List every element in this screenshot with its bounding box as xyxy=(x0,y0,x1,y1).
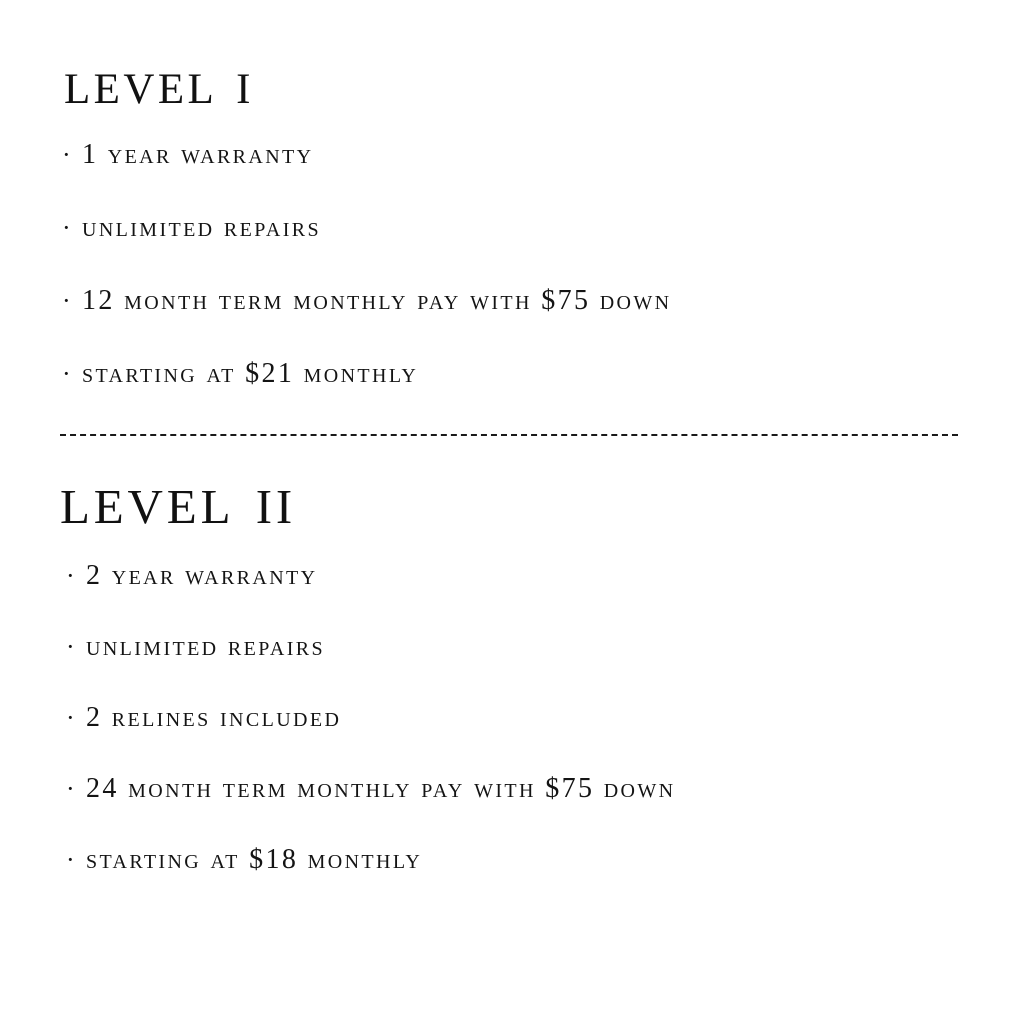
bullet-dot-icon: · xyxy=(66,703,78,732)
bullet-dot-icon: · xyxy=(66,845,78,874)
bullet-dot-icon: · xyxy=(62,140,74,169)
list-item xyxy=(66,824,964,895)
list-item-label: unlimited repairs xyxy=(82,212,321,243)
list-item-label: starting at $21 monthly xyxy=(82,358,419,389)
bullet-dot-icon: · xyxy=(62,213,74,242)
list-item xyxy=(62,264,964,337)
list-item-label: 24 month term monthly pay with $75 down xyxy=(86,773,676,804)
list-item xyxy=(66,682,964,753)
bullet-dot-icon: · xyxy=(66,632,78,661)
pricing-section-level-1 xyxy=(60,49,964,410)
list-item xyxy=(66,611,964,682)
section-title-level-2: level ii xyxy=(60,462,297,539)
feature-list-level-2 xyxy=(60,540,964,895)
list-item xyxy=(62,191,964,264)
list-item xyxy=(66,753,964,824)
list-item-label: 2 year warranty xyxy=(86,560,318,591)
list-item xyxy=(62,118,964,191)
bullet-dot-icon: · xyxy=(62,359,74,388)
bullet-dot-icon: · xyxy=(66,774,78,803)
list-item-label: 12 month term monthly pay with $75 down xyxy=(82,285,672,316)
list-item-label: 1 year warranty xyxy=(82,139,314,170)
section-divider xyxy=(60,434,960,448)
list-item xyxy=(62,337,964,410)
pricing-section-level-2 xyxy=(60,462,964,895)
list-item xyxy=(66,540,964,611)
bullet-dot-icon: · xyxy=(62,286,74,315)
feature-list-level-1 xyxy=(60,118,964,410)
list-item-label: starting at $18 monthly xyxy=(86,844,423,875)
list-item-label: unlimited repairs xyxy=(86,631,325,662)
section-title-level-1: level i xyxy=(64,49,254,117)
bullet-dot-icon: · xyxy=(66,561,78,590)
divider-line xyxy=(60,434,958,436)
list-item-label: 2 relines included xyxy=(86,702,342,733)
